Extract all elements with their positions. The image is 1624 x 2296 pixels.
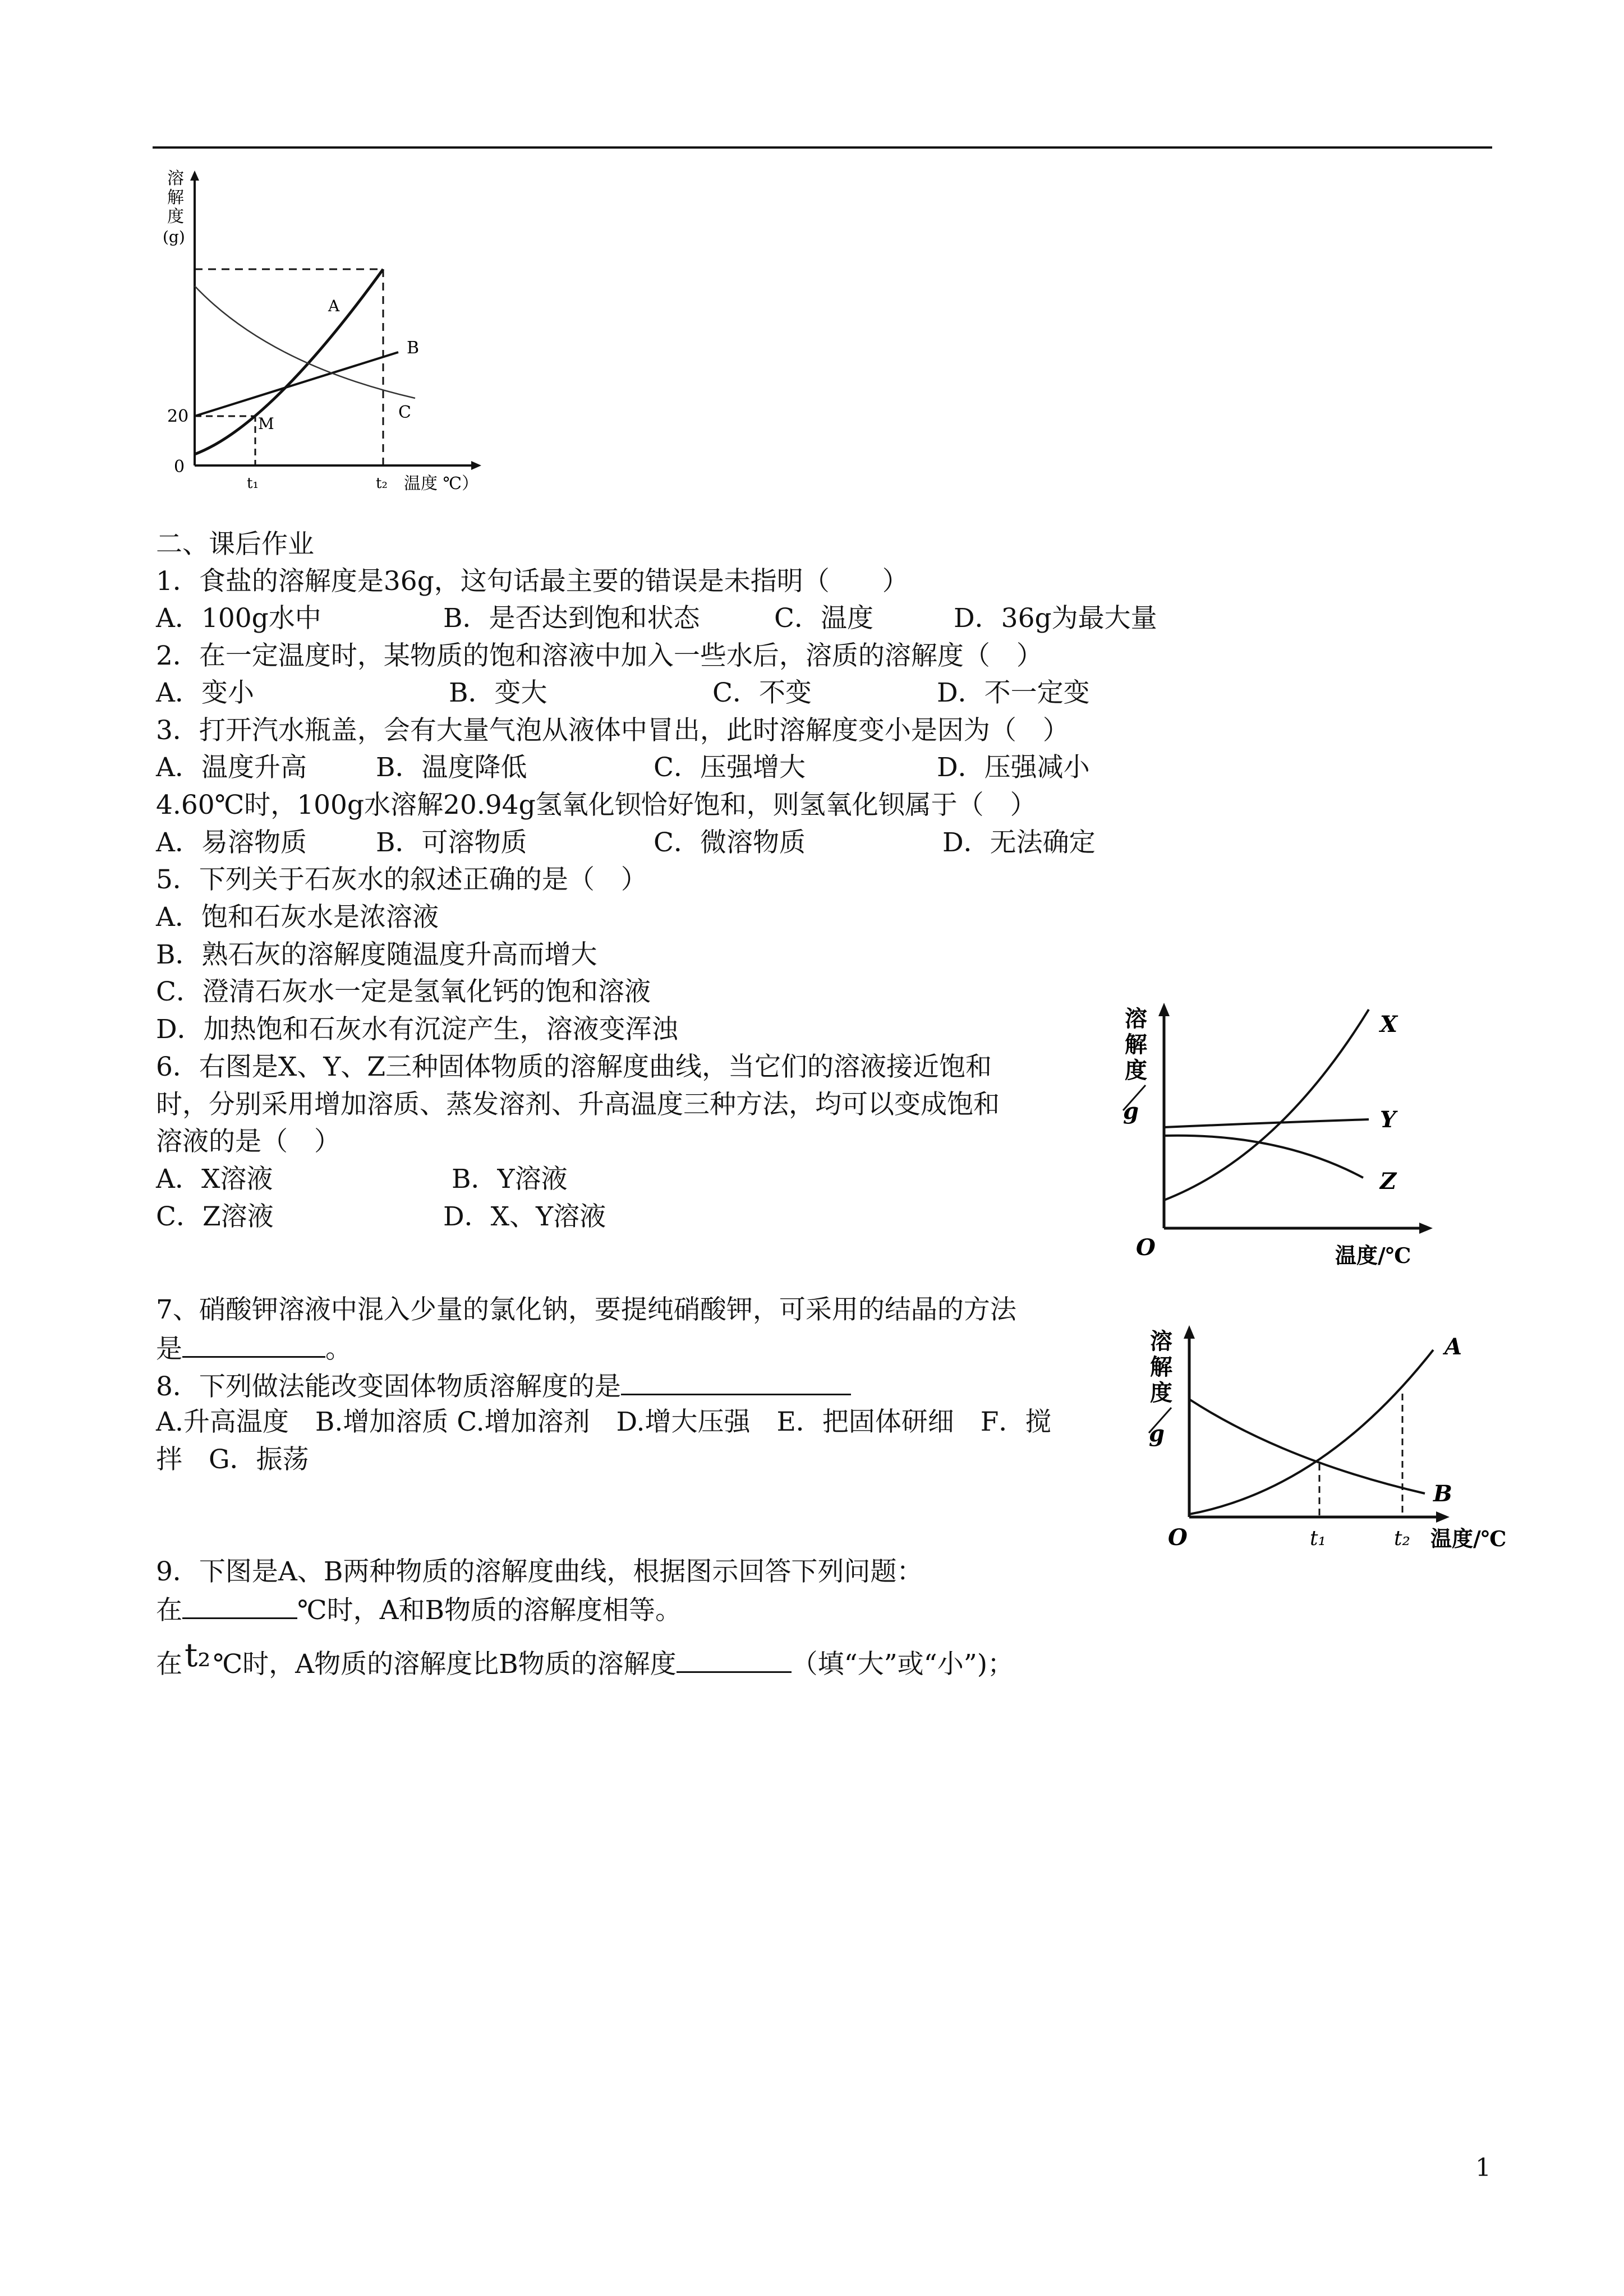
q9-stem: 9．下图是A、B两种物质的溶解度曲线，根据图示回答下列问题： [156,1556,923,1587]
q2-option-a: A．变小 [156,677,254,708]
q2-option-c: C．不变 [712,677,812,708]
q6-stem-line-1: 6．右图是X、Y、Z三种固体物质的溶解度曲线，当它们的溶液接近饱和 [156,1052,992,1082]
fig3-y-label-1: 溶 [1150,1328,1172,1354]
q9-a-prefix: 在 [156,1595,182,1626]
q6-option-a: A．X溶液 [156,1164,273,1195]
fig3-y-label-3: 度 [1150,1380,1172,1406]
fig1-x-axis-label: 温度 ℃） [404,474,479,494]
solubility-figure-ab [1139,1321,1526,1567]
q5-option-b: B．熟石灰的溶解度随温度升高而增大 [156,939,597,970]
q8-options-line-1: A.升高温度 B.增加溶质 C.增加溶剂 D.增大压强 E．把固体研细 F．搅 [156,1407,1052,1437]
q4-option-d: D．无法确定 [942,827,1096,858]
q1-option-c: C．温度 [774,603,873,634]
fig1-curve-c-label: C [398,403,411,422]
q1-option-b: B．是否达到饱和状态 [443,603,700,634]
solubility-figure-abc [157,163,505,499]
fig2-x-axis-label: 温度/℃ [1335,1243,1411,1268]
fig2-origin: O [1136,1234,1156,1261]
fig1-y-tick-20: 20 [167,407,189,426]
fig3-x-tick-t1: t₁ [1310,1527,1326,1550]
q7-stem-line-2 [156,1329,352,1368]
fig2-y-label-4: g [1123,1098,1139,1124]
q6-stem-line-2: 时，分别采用增加溶质、蒸发溶剂、升高温度三种方法，均可以变成饱和 [156,1089,1000,1120]
q3-option-d: D．压强减小 [937,752,1090,783]
fig1-y-label-1: 溶 [167,169,184,188]
q3-option-a: A．温度升高 [156,752,307,783]
fig3-curve-b-label: B [1433,1481,1452,1507]
fig1-point-m: M [258,414,274,433]
q7-answer-blank[interactable] [182,1329,325,1358]
fig3-x-tick-t2: t₂ [1394,1527,1410,1550]
q6-option-c: C．Z溶液 [156,1201,274,1232]
q4-option-a: A．易溶物质 [156,827,307,858]
q5-option-c: C．澄清石灰水一定是氢氧化钙的饱和溶液 [156,976,651,1007]
fig1-y-label-4: (g) [163,228,185,246]
fig2-y-label-1: 溶 [1125,1006,1147,1032]
q9-part-a [156,1590,682,1629]
fig3-curve-a-label: A [1444,1334,1462,1360]
q9-a-answer-blank[interactable] [182,1590,297,1619]
q6-stem-line-3: 溶液的是（ ） [156,1126,341,1157]
fig2-curve-y-label: Y [1380,1106,1396,1133]
q8-text: 8．下列做法能改变固体物质溶解度的是 [156,1371,621,1402]
section-title: 二、课后作业 [156,529,314,560]
q3-stem: 3．打开汽水瓶盖，会有大量气泡从液体中冒出，此时溶解度变小是因为（ ） [156,715,1069,746]
q5-option-a: A．饱和石灰水是浓溶液 [156,902,439,933]
fig1-x-tick-t1: t₁ [247,475,259,492]
q4-stem: 4.60℃时，100g水溶解20.94g氢氧化钡恰好饱和，则氢氧化钡属于（ ） [156,790,1037,820]
q8-stem [156,1367,851,1405]
q1-option-d: D．36g为最大量 [954,603,1157,634]
q3-option-b: B．温度降低 [376,752,527,783]
q1-stem: 1．食盐的溶解度是36g，这句话最主要的错误是未指明（ ） [156,566,909,597]
fig3-y-label-2: 解 [1150,1354,1172,1380]
page-number: 1 [1475,2154,1491,2182]
q9-b-suffix: （填“大”或“小”)； [791,1649,1014,1680]
q9-b-prefix: 在 [156,1649,182,1680]
q9-part-b [156,1636,1014,1683]
q5-option-d: D．加热饱和石灰水有沉淀产生，溶液变浑浊 [156,1014,678,1045]
fig3-origin: O [1168,1524,1188,1551]
fig1-origin: 0 [174,457,185,477]
q2-stem: 2．在一定温度时，某物质的饱和溶液中加入一些水后，溶质的溶解度（ ） [156,640,1043,671]
fig2-curve-x-label: X [1380,1011,1398,1038]
header-rule [153,146,1492,149]
fig1-y-label-3: 度 [167,207,184,227]
q8-options-line-2: 拌 G．振荡 [156,1444,309,1475]
fig2-curve-z-label: Z [1380,1168,1397,1195]
q9-b-answer-blank[interactable] [677,1644,792,1673]
q5-stem: 5．下列关于石灰水的叙述正确的是（ ） [156,864,647,895]
fig1-curve-a-label: A [328,297,340,315]
fig1-x-tick-t2: t₂ [376,475,388,492]
q9-b-t2: t₂ [185,1636,211,1674]
q7-prefix: 是 [156,1334,182,1364]
q6-option-d: D．X、Y溶液 [443,1201,606,1232]
fig1-curve-b-label: B [407,338,420,358]
q2-option-b: B．变大 [449,677,548,708]
q7-stem-line-1: 7、硝酸钾溶液中混入少量的氯化钠，要提纯硝酸钾，可采用的结晶的方法 [156,1294,1016,1325]
q7-suffix: 。 [325,1334,352,1364]
q4-option-b: B．可溶物质 [376,827,527,858]
fig2-y-label-3: 度 [1125,1057,1147,1084]
solubility-figure-xyz [1111,993,1470,1279]
q2-option-d: D．不一定变 [937,677,1090,708]
q3-option-c: C．压强增大 [654,752,806,783]
fig1-y-label-2: 解 [167,188,184,208]
fig3-y-label-4: g [1149,1421,1165,1447]
fig2-y-label-2: 解 [1125,1031,1147,1058]
q8-answer-blank[interactable] [621,1367,851,1395]
q9-a-suffix: ℃时，A和B物质的溶解度相等。 [297,1595,682,1626]
q4-option-c: C．微溶物质 [654,827,806,858]
fig3-x-axis-label: 温度/℃ [1430,1526,1507,1551]
q6-option-b: B．Y溶液 [452,1164,568,1195]
q9-b-mid: ℃时，A物质的溶解度比B物质的溶解度 [213,1649,677,1680]
q1-option-a: A．100g水中 [156,603,321,634]
